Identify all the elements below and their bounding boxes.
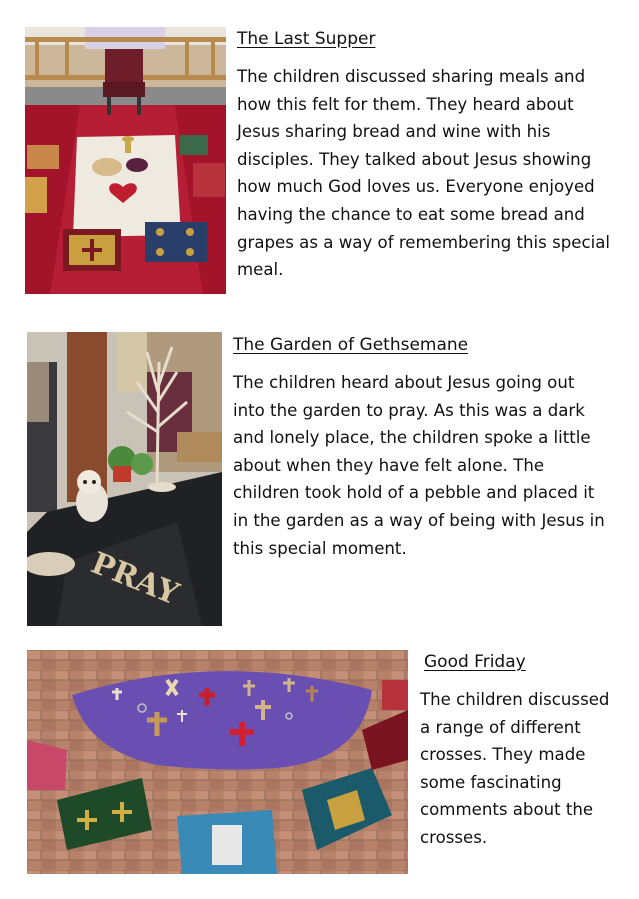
section-text-last-supper [237,63,610,284]
gethsemane-photo [27,332,222,626]
text-line: The children discussed [420,690,610,709]
text-line: grapes as a way of remembering this special [237,232,610,252]
text-line: The children heard about Jesus going out [233,373,575,392]
text-line: how much God loves us. Everyone enjoyed [237,177,595,197]
section-heading-gethsemane: The Garden of Gethsemane [233,335,469,355]
pray-letters: PRAY [86,545,184,613]
text-line: and lonely place, the children spoke a little [233,428,591,448]
section-heading-last-supper: The Last Supper [237,29,376,49]
text-line: disciples. They talked about Jesus showing [237,149,592,169]
text-line: meal. [237,260,284,280]
section-heading-good-friday: Good Friday [424,652,526,672]
text-line: about when they have felt alone. The [233,455,545,475]
last-supper-photo [25,27,226,294]
section-text-good-friday [420,686,609,852]
text-line: into the garden to pray. As this was a dark [233,400,585,420]
text-line: how this felt for them. They heard about [237,94,574,114]
text-line: Jesus sharing bread and wine with his [237,122,551,142]
text-line: having the chance to eat some bread and [237,204,585,224]
text-line: some fascinating [420,772,562,792]
text-line: The children discussed sharing meals and [237,67,586,86]
section-text-gethsemane [233,369,605,562]
text-line: crosses. [420,827,488,847]
text-line: this special moment. [233,538,407,558]
good-friday-photo [27,650,408,874]
text-line: children took hold of a pebble and placed it [233,483,595,503]
text-line: a range of different [420,717,581,737]
text-line: in the garden as a way of being with Jesus in [233,510,605,530]
text-line: comments about the [420,800,594,820]
text-line: crosses. They made [420,745,586,765]
